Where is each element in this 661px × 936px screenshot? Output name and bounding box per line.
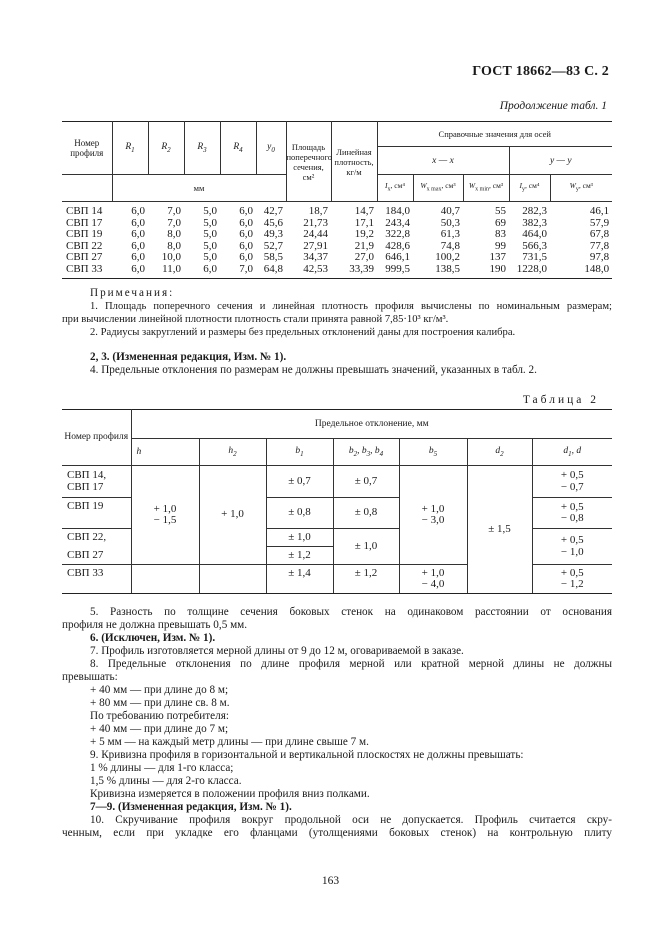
t2-b2-14-17: ± 0,7 (333, 466, 399, 498)
t2-d1-19 (532, 498, 612, 529)
t1-axis-yy: y — y (509, 147, 612, 175)
t1-cell-profile: СВП 14 (66, 205, 103, 217)
t1-cell: 7,0 (167, 205, 181, 217)
t1-cell: 52,7 (263, 239, 283, 252)
t1-cell: 99 (495, 239, 506, 252)
t1-cell: 566,3 (522, 239, 547, 252)
t1-cell-profile: СВП 17 (66, 216, 103, 229)
t1-cell: 17,1 (354, 216, 374, 229)
t2-col-b5: $b_5$ (399, 439, 467, 466)
t1-density-header: Линейная плотность, кг/м (331, 122, 377, 202)
t1-row (62, 264, 612, 278)
t2-col-b1: $b_1$ (266, 439, 333, 466)
paragraph-4: 4. Предельные отклонения по размерам не должны превышать значений, указанных в табл. 2. (90, 364, 537, 376)
t1-cell: 46,1 (589, 205, 610, 217)
note-1-line-2: при вычислении линейной плотности плотность стали принята равной 7,85·10³ кг/м³. (62, 314, 449, 325)
t1-cell: 7,0 (167, 216, 181, 229)
t1-cell-profile: СВП 22 (66, 239, 103, 252)
note-1-line-1: 1. Площадь поперечного сечения и линейная плотность профиля вычислены по номинальным размерам; (90, 301, 612, 312)
t1-cell: 10,0 (161, 251, 181, 264)
t1-cell: 5,0 (203, 216, 217, 229)
t2-b1-27: ± 1,2 (266, 547, 333, 565)
paragraph-8-line-1: 8. Предельные отклонения по длине профиля мерной или кратной мерной длины не должны (90, 658, 612, 670)
t2-b5-33-plus: + 1,0 (421, 566, 445, 579)
t2-b5-minus: − 3,0 (421, 514, 445, 527)
t1-cell: 33,39 (331, 264, 377, 278)
t1-cell: 67,8 (589, 228, 610, 241)
t1-cell: 11,0 (148, 264, 184, 278)
t2-d1-22-27-plus: + 0,5 (560, 534, 584, 547)
paragraph-8-item-1: + 40 мм — при длине до 8 м; (90, 684, 229, 696)
t1-cell: 6,0 (184, 264, 220, 278)
t1-cell: 5,0 (203, 228, 217, 241)
t2-b5-plus: + 1,0 (421, 502, 445, 515)
t2-b5-33 (399, 565, 467, 594)
t1-cell: 24,44 (303, 228, 328, 241)
t1-col-wxmin: $W_{x min}$, см³ (463, 175, 509, 202)
t2-h-plus: + 1,0 (153, 502, 177, 515)
t2-h-value (131, 466, 199, 565)
t1-cell: 6,0 (239, 205, 253, 217)
paragraph-5-line-1: 5. Разность по толщине сечения боковых стенок на одинаковом расстоянии от основания (90, 606, 612, 618)
t2-d1-33 (532, 565, 612, 594)
t1-cell: 8,0 (167, 228, 181, 241)
t2-d2-value: ± 1,5 (467, 466, 532, 594)
t1-profile-header: Номер профиля (62, 122, 112, 175)
t1-cell: 6,0 (131, 251, 145, 264)
t1-cell: 27,91 (303, 239, 328, 252)
paragraph-10-line-2: ченным, если при укладке его фланцами (утолщениями боковых стенок) на контрольную плиту (62, 827, 612, 839)
t2-b1-33: ± 1,4 (266, 565, 333, 594)
t1-cell: 6,0 (112, 264, 148, 278)
t1-cell: 100,2 (435, 251, 460, 264)
t1-cell-profile: СВП 27 (66, 251, 103, 264)
t1-cell: 1228,0 (509, 264, 550, 278)
t1-cell: 382,3 (522, 216, 547, 229)
t1-cell-profile: СВП 19 (66, 228, 103, 241)
t1-cell: 77,8 (589, 239, 610, 252)
t1-cell: 21,9 (354, 239, 374, 252)
t1-cell: 148,0 (550, 264, 612, 278)
paragraph-5-line-2: профиля не должна превышать 0,5 мм. (62, 619, 248, 631)
t2-b2-22-27: ± 1,0 (333, 529, 399, 565)
t2-row-27: СВП 27 (62, 547, 131, 565)
t1-col-wxmax: $W_{x max}$, см³ (413, 175, 463, 202)
t1-cell: 5,0 (203, 251, 217, 264)
t1-cell: 45,6 (263, 216, 283, 229)
t1-units-mm: мм (112, 175, 286, 202)
t2-b2-33: ± 1,2 (333, 565, 399, 594)
t1-cell: 14,7 (354, 205, 374, 217)
paragraph-8-line-2: превышать: (62, 671, 118, 683)
paragraph-8-item-3: + 40 мм — при длине до 7 м; (90, 723, 229, 735)
t1-cell: 731,5 (522, 251, 547, 264)
t1-cell: 6,0 (131, 228, 145, 241)
t2-b5-value (399, 466, 467, 565)
t1-cell: 34,37 (303, 251, 328, 264)
t2-d1-33-minus: − 1,2 (560, 578, 584, 591)
t2-d1-14-17-plus: + 0,5 (560, 469, 584, 481)
t1-cell: 64,8 (256, 264, 286, 278)
t2-col-d2: $d_2$ (467, 439, 532, 466)
paragraph-8-item-2: + 80 мм — при длине св. 8 м. (90, 697, 230, 709)
t1-cell: 8,0 (167, 239, 181, 252)
t1-cell: 322,8 (385, 228, 410, 241)
t2-h-33-blank (131, 565, 199, 594)
paragraph-7: 7. Профиль изготовляется мерной длины от 9 до 12 м, оговариваемой в заказе. (90, 645, 464, 657)
t1-cell: 57,9 (589, 216, 610, 229)
t2-row-33: СВП 33 (62, 565, 131, 594)
t2-col-h2: $h_2$ (199, 439, 266, 466)
t1-col-y0: $y_0$ (256, 122, 286, 175)
t1-cell: 6,0 (239, 216, 253, 229)
paragraph-2-3-amended: 2, 3. (Измененная редакция, Изм. № 1). (90, 351, 287, 363)
t1-body (62, 202, 612, 279)
t1-cell: 190 (463, 264, 509, 278)
note-2: 2. Радиусы закруглений и размеры без предельных отклонений даны для построения калибра. (90, 327, 516, 338)
t1-cell: 58,5 (263, 251, 283, 264)
t1-cell: 137 (489, 251, 506, 264)
t1-cell: 6,0 (239, 251, 253, 264)
t2-b1-22: ± 1,0 (266, 529, 333, 547)
t1-cell: 184,0 (385, 205, 410, 217)
t1-reference-header: Справочные значения для осей (377, 122, 612, 147)
t2-d1-19-plus: + 0,5 (560, 500, 584, 513)
page-number: 163 (321, 875, 340, 887)
t2-col-h: h (131, 439, 199, 466)
table-1-profile-dimensions (62, 121, 612, 279)
t1-col-r3: $R_3$ (184, 122, 220, 175)
t1-cell: 49,3 (263, 228, 283, 241)
t2-d1-14-17 (532, 466, 612, 498)
t2-deviation-header: Предельное отклонение, мм (131, 410, 612, 439)
t1-cell: 999,5 (377, 264, 413, 278)
paragraph-7-9-amended: 7—9. (Измененная редакция, Изм. № 1). (90, 801, 292, 813)
t2-b5-33-minus: − 4,0 (421, 578, 445, 591)
t1-cell: 74,8 (440, 239, 460, 252)
paragraph-8-item-4: + 5 мм — на каждый метр длины — при длине свыше 7 м. (90, 736, 369, 748)
t2-h2-value: + 1,0 (199, 466, 266, 565)
notes-heading: Примечания: (90, 287, 175, 299)
t1-cell: 61,3 (440, 228, 460, 241)
t1-cell: 5,0 (203, 239, 217, 252)
t2-h2-33-blank (199, 565, 266, 594)
t2-d1-22-27-minus: − 1,0 (560, 545, 584, 558)
t2-col-d1-d: $d_1$, d (532, 439, 612, 466)
t1-cell: 138,5 (413, 264, 463, 278)
t2-h-minus: − 1,5 (153, 514, 177, 527)
table-2-deviations (62, 409, 612, 594)
t1-cell: 6,0 (239, 239, 253, 252)
t1-cell: 6,0 (131, 205, 145, 217)
table-2-caption: Таблица 2 (522, 394, 599, 406)
t1-cell-profile: СВП 33 (62, 264, 112, 278)
table-continuation-label: Продолжение табл. 1 (499, 100, 607, 112)
t1-col-r1: $R_1$ (112, 122, 148, 175)
t1-cell: 27,0 (354, 251, 374, 264)
t2-d1-22-27 (532, 529, 612, 565)
t1-col-r2: $R_2$ (148, 122, 184, 175)
t2-row-19: СВП 19 (62, 498, 131, 529)
t1-cell: 19,2 (354, 228, 374, 241)
t1-cell: 42,7 (263, 205, 283, 217)
t1-cell: 282,3 (522, 205, 547, 217)
paragraph-9-measure: Кривизна измеряется в положении профиля вниз полками. (90, 788, 370, 800)
t2-b1-19: ± 0,8 (266, 498, 333, 529)
paragraph-8-customer: По требованию потребителя: (90, 710, 229, 722)
t2-profile-header: Номер профиля (62, 410, 131, 466)
t1-cell: 6,0 (131, 216, 145, 229)
t1-cell: 6,0 (131, 239, 145, 252)
t1-cell: 243,4 (385, 216, 410, 229)
paragraph-9-class-2: 1,5 % длины — для 2-го класса. (90, 775, 242, 787)
paragraph-6: 6. (Исключен, Изм. № 1). (90, 632, 216, 644)
t2-row-14: СВП 14, (62, 466, 131, 482)
t2-row-22: СВП 22, (62, 529, 131, 547)
t1-profile-units-blank (62, 175, 112, 202)
t1-cell: 69 (495, 216, 506, 229)
t1-col-iy: $I_y$, см⁴ (509, 175, 550, 202)
document-header-title: ГОСТ 18662—83 С. 2 (472, 64, 609, 79)
t1-row (62, 202, 612, 218)
t1-cell: 6,0 (239, 228, 253, 241)
t2-d1-19-minus: − 0,8 (560, 512, 584, 525)
t2-b1-14-17: ± 0,7 (266, 466, 333, 498)
t1-col-wy: $W_y$, см³ (550, 175, 612, 202)
t2-d1-33-plus: + 0,5 (560, 566, 584, 579)
t1-cell: 42,53 (286, 264, 331, 278)
t2-row-17: СВП 17 (62, 482, 131, 498)
t1-axis-xx: x — x (377, 147, 509, 175)
t1-cell: 83 (495, 228, 506, 241)
t1-cell: 464,0 (522, 228, 547, 241)
t1-cell: 55 (495, 205, 506, 217)
t1-cell: 50,3 (440, 216, 460, 229)
t1-cell: 7,0 (220, 264, 256, 278)
t1-cell: 21,73 (303, 216, 328, 229)
paragraph-9-line-1: 9. Кривизна профиля в горизонтальной и вертикальной плоскостях не должны превышать: (90, 749, 524, 761)
t2-b2-19: ± 0,8 (333, 498, 399, 529)
t2-d1-14-17-minus: − 0,7 (560, 480, 584, 493)
t1-area-header: Площадь поперечного сечения, см² (286, 122, 331, 202)
t1-cell: 97,8 (589, 251, 610, 264)
t1-cell: 5,0 (203, 205, 217, 217)
paragraph-9-class-1: 1 % длины — для 1-го класса; (90, 762, 234, 774)
t1-cell: 428,6 (385, 239, 410, 252)
paragraph-10-line-1: 10. Скручивание профиля вокруг продольной оси не допускается. Профиль считается скру- (90, 814, 612, 826)
t2-col-b2-b3-b4: $b_2$, $b_3$, $b_4$ (333, 439, 399, 466)
t1-col-r4: $R_4$ (220, 122, 256, 175)
t1-cell: 40,7 (440, 205, 460, 217)
t1-col-ix: $I_x$, см⁴ (377, 175, 413, 202)
t1-cell: 18,7 (308, 205, 328, 217)
t1-cell: 646,1 (385, 251, 410, 264)
